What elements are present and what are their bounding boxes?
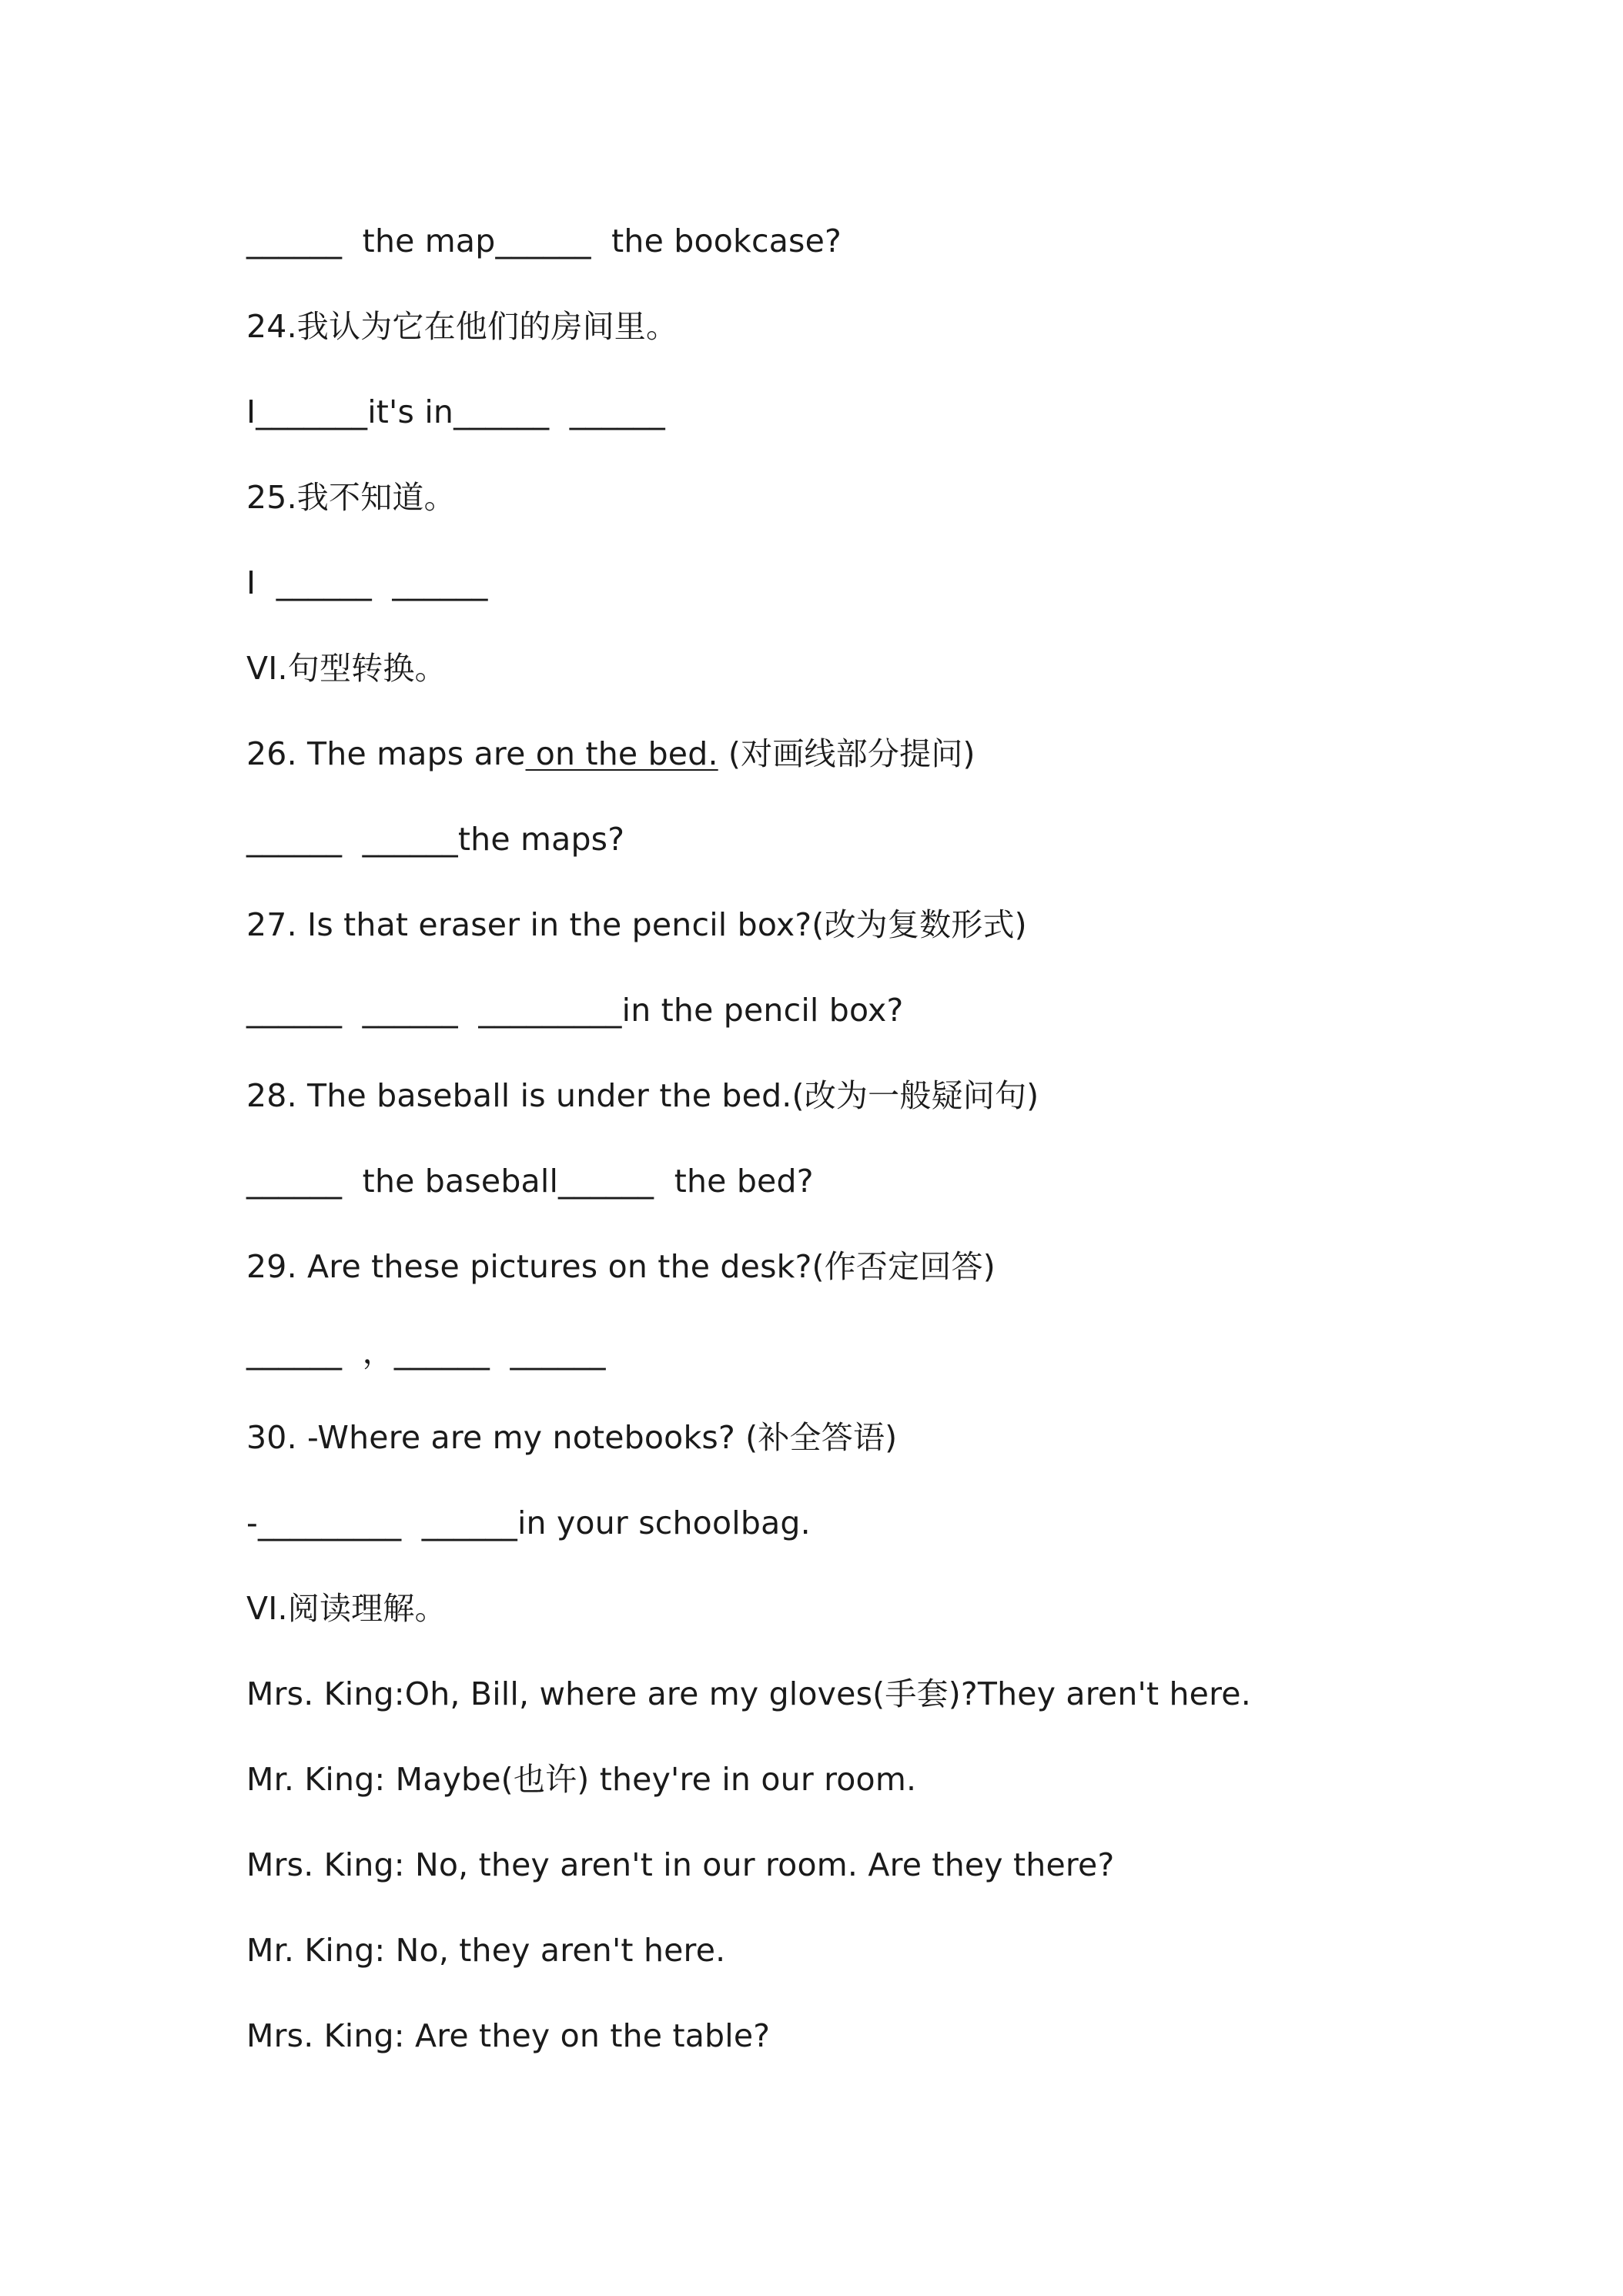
q26-answer-line: ______ ______the maps? (246, 821, 625, 858)
q24-prompt: 24.我认为它在他们的房间里。 (246, 308, 678, 345)
dialogue-line-3: Mrs. King: No, they aren't in our room. Are they there? (246, 1846, 1115, 1883)
q25-answer-line: I ______ ______ (246, 564, 488, 601)
q30-answer-line: -_________ ______in your schoolbag. (246, 1504, 811, 1541)
dialogue-line-1: Mrs. King:Oh, Bill, where are my gloves(手套)?They aren't here. (246, 1675, 1251, 1712)
q26-underlined-phrase: on the bed. (525, 735, 718, 772)
q29-prompt: 29. Are these pictures on the desk?(作否定回答) (246, 1248, 996, 1285)
q23-answer-line: ______ the map______ the bookcase? (246, 223, 842, 259)
dialogue-line-4: Mr. King: No, they aren't here. (246, 1932, 726, 1969)
q26-instruction: (对画线部分提问) (718, 735, 975, 772)
q24-answer-line: I_______it's in______ ______ (246, 393, 665, 430)
dialogue-line-5: Mrs. King: Are they on the table? (246, 2017, 771, 2054)
q25-prompt: 25.我不知道。 (246, 479, 456, 516)
q30-prompt: 30. -Where are my notebooks? (补全答语) (246, 1419, 898, 1456)
section-heading-reading: VI.阅读理解。 (246, 1590, 447, 1627)
section-heading-sentence-transform: VI.句型转换。 (246, 650, 447, 687)
q27-answer-line: ______ ______ _________in the pencil box? (246, 992, 904, 1029)
q28-prompt: 28. The baseball is under the bed.(改为一般疑问句) (246, 1077, 1039, 1114)
q28-answer-line: ______ the baseball______ the bed? (246, 1163, 814, 1200)
q26-prompt (246, 731, 975, 777)
dialogue-line-2: Mr. King: Maybe(也许) they're in our room. (246, 1761, 917, 1798)
q27-prompt: 27. Is that eraser in the pencil box?(改为复数形式) (246, 906, 1027, 943)
q26-prompt-start: 26. The maps are (246, 735, 526, 772)
q29-answer-line: ______ ，______ ______ (246, 1334, 606, 1371)
